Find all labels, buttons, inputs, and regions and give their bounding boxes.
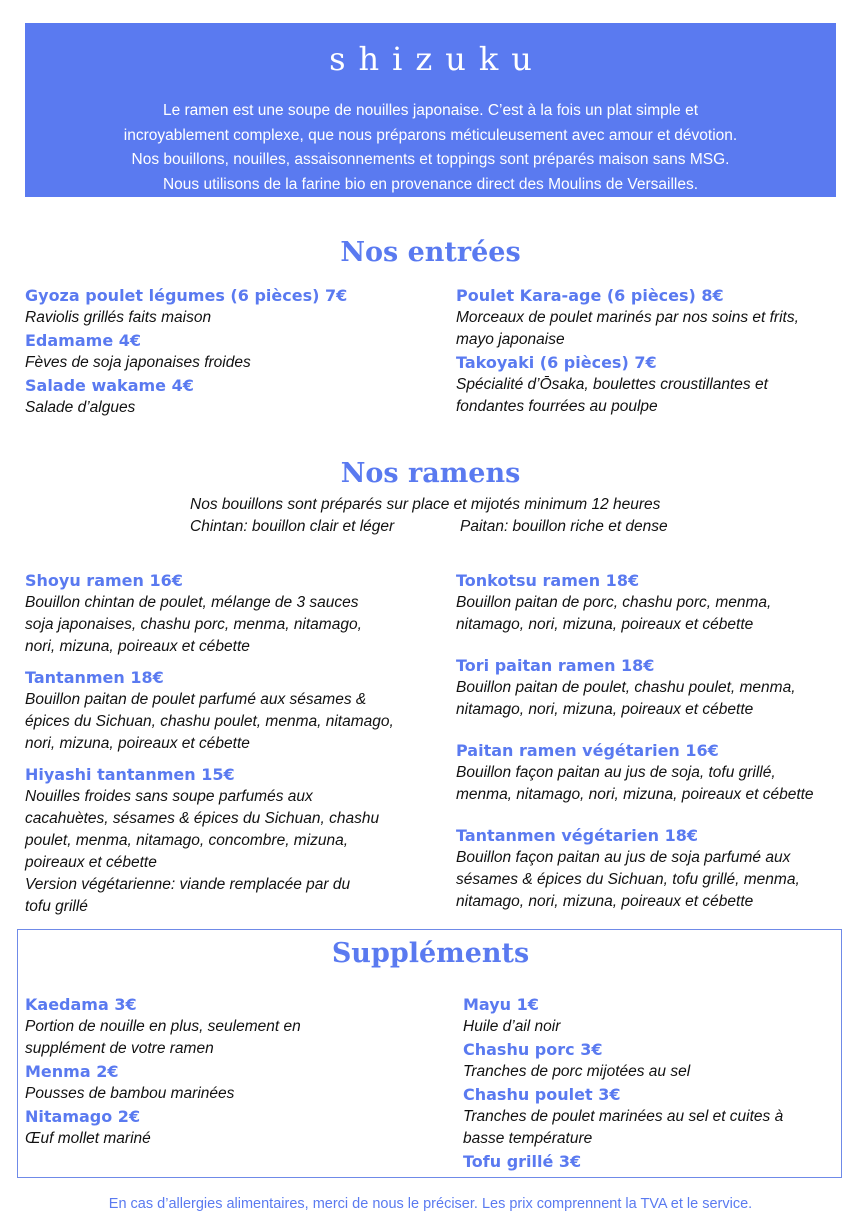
- menu-item-description: Spécialité d’Ōsaka, boulettes croustillantes et: [456, 376, 768, 393]
- menu-item-name: Tori paitan ramen 18€: [456, 656, 655, 675]
- menu-item-description: sésames & épices du Sichuan, tofu grillé, menma,: [456, 871, 800, 888]
- menu-item-name: Paitan ramen végétarien 16€: [456, 741, 719, 760]
- menu-item-description: supplément de votre ramen: [25, 1040, 214, 1057]
- menu-item-description: Bouillon façon paitan au jus de soja, tofu grillé,: [456, 764, 776, 781]
- menu-item: [25, 284, 435, 329]
- menu-item: [456, 569, 846, 636]
- menu-item: [25, 329, 435, 374]
- menu-item: [25, 666, 435, 755]
- menu-item-description: Tranches de poulet marinées au sel et cuites à: [463, 1108, 784, 1125]
- menu-item-description: Tranches de porc mijotées au sel: [463, 1063, 691, 1080]
- menu-item-description: nitamago, nori, mizuna, poireaux et cébette: [456, 893, 754, 910]
- supplements-left-column: [25, 993, 435, 1150]
- intro-line: Nos bouillons, nouilles, assaisonnements et toppings sont préparés maison sans MSG.: [131, 151, 730, 168]
- menu-item-description: Pousses de bambou marinées: [25, 1085, 235, 1102]
- intro-line: incroyablement complexe, que nous préparons méticuleusement avec amour et dévotion.: [123, 126, 738, 144]
- menu-item-description: Nouilles froides sans soupe parfumés aux: [25, 788, 313, 805]
- menu-header: [25, 23, 836, 197]
- menu-item-name: Shoyu ramen 16€: [25, 571, 183, 590]
- menu-item: [25, 374, 435, 419]
- menu-item-description: nitamago, nori, mizuna, poireaux et cébette: [456, 701, 754, 718]
- ramen-broth-note: [190, 494, 750, 538]
- menu-item-name: Takoyaki (6 pièces) 7€: [456, 353, 657, 372]
- menu-item-description: Morceaux de poulet marinés par nos soins et frits,: [456, 309, 799, 326]
- menu-item: [456, 351, 846, 418]
- menu-item-name: Nitamago 2€: [25, 1107, 141, 1126]
- supplements-right-column: [463, 993, 833, 1173]
- entrees-right-column: [456, 284, 846, 418]
- menu-item-name: Menma 2€: [25, 1062, 119, 1081]
- intro-line: Nous utilisons de la farine bio en provenance direct des Moulins de Versailles.: [162, 175, 699, 193]
- menu-item-description: Salade d’algues: [25, 399, 136, 416]
- paitan-note: Paitan: bouillon riche et dense: [460, 518, 668, 535]
- menu-item: [25, 763, 435, 918]
- broth-note-line: Nos bouillons sont préparés sur place et mijotés minimum 12 heures: [190, 496, 661, 513]
- section-title-entrees: Nos entrées: [340, 237, 521, 268]
- menu-item: [463, 1038, 833, 1083]
- menu-item-description: Œuf mollet mariné: [25, 1130, 151, 1147]
- ramens-left-column: [25, 569, 435, 918]
- allergy-footer: En cas d’allergies alimentaires, merci de nous le préciser. Les prix comprennent la TVA et le service.: [108, 1196, 753, 1212]
- menu-item: [25, 569, 435, 658]
- menu-item-description: poireaux et cébette: [25, 854, 157, 871]
- menu-item-description: mayo japonaise: [456, 331, 565, 348]
- menu-item: [463, 993, 833, 1038]
- intro-line: Le ramen est une soupe de nouilles japonaise. C’est à la fois un plat simple et: [162, 102, 699, 119]
- menu-item-name: Chashu porc 3€: [463, 1040, 603, 1059]
- menu-item-name: Salade wakame 4€: [25, 376, 194, 395]
- menu-item-description: cacahuètes, sésames & épices du Sichuan, chashu: [25, 810, 380, 827]
- menu-item: [456, 654, 846, 721]
- menu-item-description: menma, nitamago, nori, mizuna, poireaux et cébette: [456, 786, 814, 803]
- menu-item-description: nori, mizuna, poireaux et cébette: [25, 735, 250, 752]
- menu-item-description: Bouillon façon paitan au jus de soja parfumé aux: [456, 849, 791, 866]
- menu-item: [25, 993, 435, 1060]
- menu-item-description: Bouillon paitan de poulet, chashu poulet, menma,: [456, 679, 796, 696]
- section-title-supplements: Suppléments: [331, 938, 530, 969]
- section-title-ramens: Nos ramens: [340, 458, 521, 489]
- menu-item-description: Bouillon chintan de poulet, mélange de 3 sauces: [25, 594, 359, 611]
- menu-item-description: Bouillon paitan de poulet parfumé aux sésames &: [25, 691, 367, 708]
- menu-item-name: Poulet Kara-age (6 pièces) 8€: [456, 286, 724, 305]
- menu-item: [456, 824, 846, 913]
- menu-item: [456, 284, 846, 351]
- menu-item-name: Tantanmen 18€: [25, 668, 164, 687]
- menu-item-description: poulet, menma, nitamago, concombre, mizuna,: [25, 832, 349, 849]
- menu-item-description: nitamago, nori, mizuna, poireaux et cébette: [456, 616, 754, 633]
- chintan-note: Chintan: bouillon clair et léger: [190, 518, 395, 535]
- menu-item: [463, 1150, 833, 1173]
- menu-item: [463, 1083, 833, 1150]
- menu-item-description: tofu grillé: [25, 898, 88, 915]
- menu-item-description: fondantes fourrées au poulpe: [456, 398, 658, 415]
- menu-item-description: nori, mizuna, poireaux et cébette: [25, 638, 250, 655]
- entrees-left-column: [25, 284, 435, 419]
- menu-item-description: Raviolis grillés faits maison: [25, 309, 212, 326]
- menu-item-name: Mayu 1€: [463, 995, 539, 1014]
- menu-item-name: Edamame 4€: [25, 331, 142, 350]
- menu-item-description: Bouillon paitan de porc, chashu porc, menma,: [456, 594, 772, 611]
- menu-item: [25, 1105, 435, 1150]
- menu-item-name: Tantanmen végétarien 18€: [456, 826, 698, 845]
- menu-item-name: Kaedama 3€: [25, 995, 137, 1014]
- menu-item-name: Hiyashi tantanmen 15€: [25, 765, 235, 784]
- menu-item-name: Tofu grillé 3€: [463, 1152, 582, 1171]
- menu-item-description: basse température: [463, 1130, 593, 1147]
- menu-item-name: Tonkotsu ramen 18€: [456, 571, 640, 590]
- menu-item-description: Version végétarienne: viande remplacée par du: [25, 876, 351, 893]
- menu-item-description: soja japonaises, chashu porc, menma, nitamago,: [25, 616, 362, 633]
- intro-text: [25, 99, 836, 197]
- menu-item-description: Fèves de soja japonaises froides: [25, 354, 251, 371]
- menu-item-description: épices du Sichuan, chashu poulet, menma, nitamago,: [25, 713, 394, 730]
- menu-item-description: Huile d’ail noir: [463, 1018, 561, 1035]
- menu-item-name: Chashu poulet 3€: [463, 1085, 621, 1104]
- ramens-right-column: [456, 569, 846, 913]
- menu-item: [456, 739, 846, 806]
- menu-item-name: Gyoza poulet légumes (6 pièces) 7€: [25, 286, 348, 305]
- menu-item: [25, 1060, 435, 1105]
- restaurant-name: shizuku: [329, 40, 545, 78]
- menu-item-description: Portion de nouille en plus, seulement en: [25, 1018, 301, 1035]
